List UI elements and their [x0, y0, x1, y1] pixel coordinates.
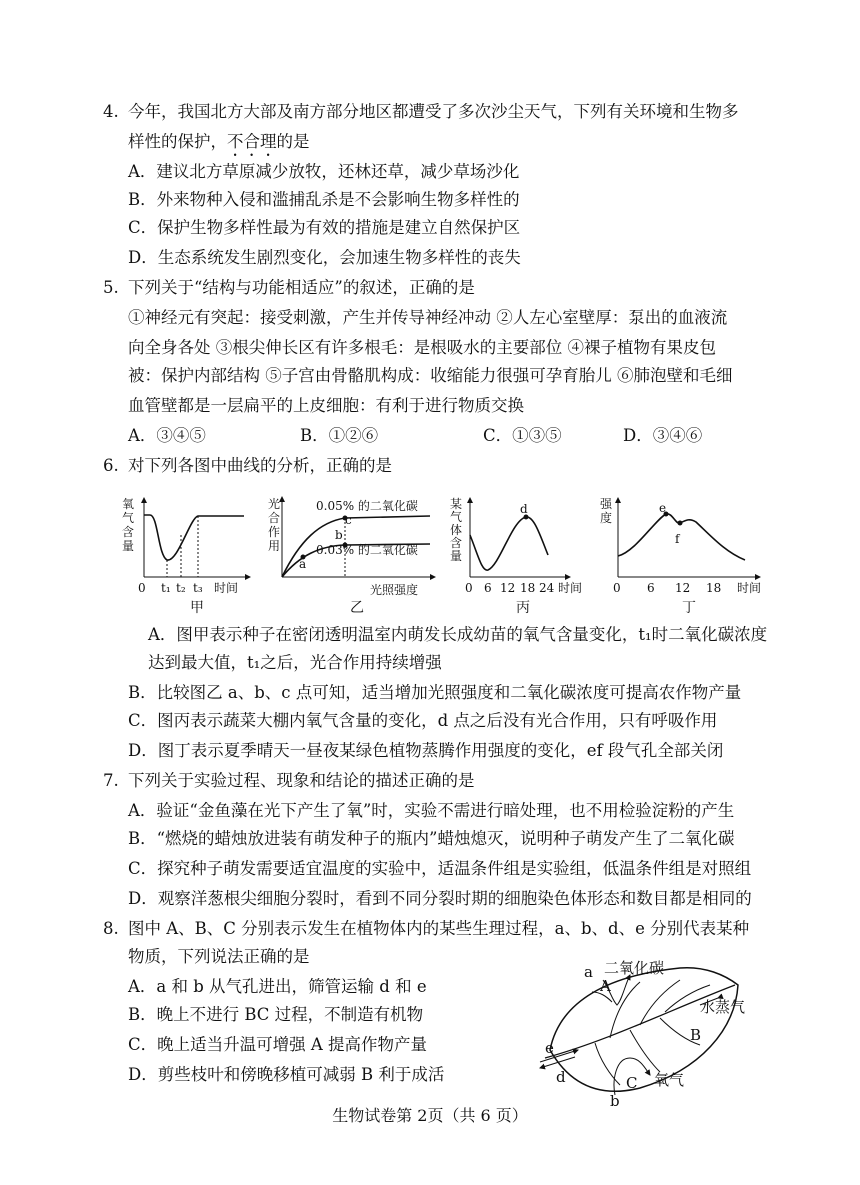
q7-option-a: A．验证“金鱼藻在光下产生了氧”时，实验不需进行暗处理，也不用检验淀粉的产生 — [128, 801, 735, 820]
jia-tick-t2: t₂ — [176, 581, 186, 595]
yi-point-b: b — [335, 528, 343, 542]
leaf-label-b: b — [610, 1092, 620, 1110]
q4-stem-line1: 今年，我国北方大部及南方部分地区都遭受了多次沙尘天气，下列有关环境和生物多 — [128, 102, 739, 121]
svg-text:合: 合 — [268, 511, 281, 525]
bing-curve — [470, 517, 548, 570]
q4-stem-line2: 样性的保护，不合理的是 — [128, 132, 310, 151]
yi-point-c: c — [345, 513, 352, 527]
svg-text:18: 18 — [520, 581, 536, 595]
q4-option-c: C．保护生物多样性最为有效的措施是建立自然保护区 — [128, 218, 521, 237]
yi-xlabel: 光照强度 — [370, 583, 419, 597]
q8-option-b: B．晚上不进行 BC 过程，不制造有机物 — [128, 1005, 424, 1024]
q7-stem: 下列关于实验过程、现象和结论的描述正确的是 — [128, 771, 475, 790]
q5-body-line3: 被：保护内部结构 ⑤子宫由骨骼肌构成：收缩能力很强可孕育胎儿 ⑥肺泡壁和毛细 — [128, 366, 733, 385]
leaf-label-o2: 氧气 — [654, 1071, 685, 1089]
leaf-label-co2: 二氧化碳 — [604, 959, 665, 977]
q5-option-b: B．①②⑥ — [300, 426, 379, 445]
svg-text:含: 含 — [122, 525, 135, 539]
graph-ding — [600, 497, 761, 616]
leaf-label-B: B — [690, 1026, 702, 1044]
svg-text:气: 气 — [450, 510, 463, 524]
svg-text:12: 12 — [675, 581, 691, 595]
svg-text:光: 光 — [268, 497, 281, 511]
jia-tick-t3: t₃ — [193, 581, 203, 595]
q6-stem: 对下列各图中曲线的分析，正确的是 — [128, 456, 392, 475]
q7-option-d: D．观察洋葱根尖细胞分裂时，看到不同分裂时期的细胞染色体形态和数目都是相同的 — [128, 889, 752, 908]
q8-option-a: A．a 和 b 从气孔进出，筛管运输 d 和 e — [128, 977, 427, 996]
ding-point-e: e — [659, 501, 667, 515]
q6-option-b: B．比较图乙 a、b、c 点可知，适当增加光照强度和二氧化碳浓度可提高农作物产量 — [128, 683, 742, 702]
svg-text:氧: 氧 — [122, 497, 135, 511]
q8-option-c: C．晚上适当升温可增强 A 提高作物产量 — [128, 1035, 428, 1054]
svg-text:用: 用 — [268, 539, 281, 553]
svg-text:18: 18 — [706, 581, 722, 595]
svg-text:体: 体 — [450, 523, 463, 537]
svg-text:作: 作 — [268, 525, 281, 539]
q8-option-d: D．剪些枝叶和傍晚移植可减弱 B 利于成活 — [128, 1065, 445, 1084]
bing-ylabel — [450, 497, 462, 563]
q8-number: 8. — [103, 919, 119, 938]
q7-option-c: C．探究种子萌发需要适宜温度的实验中，适温条件组是实验组，低温条件组是对照组 — [128, 859, 752, 878]
q4-option-a: A．建议北方草原减少放牧，还林还草，减少草场沙化 — [128, 162, 520, 181]
q8-stem-line1: 图中 A、B、C 分别表示发生在植物体内的某些生理过程，a、b、d、e 分别代表某种 — [128, 919, 750, 938]
q5-stem: 下列关于“结构与功能相适应”的叙述，正确的是 — [128, 278, 475, 297]
q6-number: 6. — [103, 456, 119, 475]
svg-text:0: 0 — [613, 581, 621, 595]
q5-body-line4: 血管壁都是一层扁平的上皮细胞：有利于进行物质交换 — [128, 396, 524, 415]
q8-leaf-diagram — [540, 959, 745, 1110]
leaf-label-A: A — [600, 977, 611, 995]
svg-text:强: 强 — [600, 497, 613, 511]
ding-ylabel — [600, 497, 613, 525]
graph-jia — [122, 497, 250, 616]
q5-option-a: A．③④⑤ — [128, 426, 206, 445]
svg-text:量: 量 — [122, 539, 135, 553]
q5-body-line1: ①神经元有突起：接受刺激，产生并传导神经冲动 ②人左心室壁厚：泵出的血液流 — [128, 308, 728, 327]
q7-number: 7. — [103, 771, 119, 790]
q5-body-line2: 向全身各处 ③根尖伸长区有许多根毛：是根吸水的主要部位 ④裸子植物有果皮包 — [128, 338, 716, 357]
svg-text:24: 24 — [539, 581, 555, 595]
q7-option-b: B．“燃烧的蜡烛放进装有萌发种子的瓶内”蜡烛熄灭，说明种子萌发产生了二氧化碳 — [128, 829, 735, 848]
jia-tick-0: 0 — [138, 581, 146, 595]
ding-curve — [618, 514, 745, 560]
graph-yi — [268, 496, 435, 616]
ding-point-f: f — [675, 532, 680, 546]
bing-point-d: d — [520, 502, 528, 516]
jia-ylabel — [122, 497, 134, 553]
svg-text:12: 12 — [500, 581, 516, 595]
jia-tick-time: 时间 — [214, 581, 239, 595]
svg-text:0: 0 — [465, 581, 473, 595]
svg-text:某: 某 — [450, 497, 463, 511]
svg-text:含: 含 — [450, 536, 463, 550]
svg-text:时间: 时间 — [558, 581, 583, 595]
svg-text:度: 度 — [600, 511, 613, 525]
emphasis-not-reasonable: 不合理 — [227, 132, 277, 151]
leaf-label-e: e — [545, 1039, 554, 1057]
page-footer: 生物试卷第 2页（共 6 页） — [332, 1106, 528, 1125]
svg-text:6: 6 — [484, 581, 492, 595]
leaf-label-a: a — [584, 963, 593, 981]
yi-label-lower: 0.03% 的二氧化碳 — [316, 543, 418, 557]
q8-stem-line2: 物质，下列说法正确的是 — [128, 947, 310, 966]
graph-bing — [450, 497, 582, 616]
q6-option-d: D．图丁表示夏季晴天一昼夜某绿色植物蒸腾作用强度的变化，ef 段气孔全部关闭 — [128, 741, 724, 760]
jia-tick-t1: t₁ — [161, 581, 171, 595]
yi-ylabel — [268, 496, 280, 553]
yi-point-a: a — [299, 557, 307, 571]
q4-option-b: B．外来物种入侵和滥捕乱杀是不会影响生物多样性的 — [128, 190, 520, 209]
svg-text:时间: 时间 — [737, 581, 762, 595]
svg-text:气: 气 — [122, 511, 135, 525]
q6-option-a-line2: 达到最大值，t₁之后，光合作用持续增强 — [148, 653, 442, 672]
q4-option-d: D．生态系统发生剧烈变化，会加速生物多样性的丧失 — [128, 248, 521, 267]
q5-option-c: C．①③⑤ — [483, 426, 562, 445]
leaf-label-water: 水蒸气 — [700, 998, 746, 1016]
q4-number: 4. — [103, 102, 119, 121]
jia-caption: 甲 — [190, 600, 204, 616]
ding-caption: 丁 — [682, 600, 696, 616]
q5-number: 5. — [103, 278, 119, 297]
leaf-label-d: d — [556, 1068, 566, 1086]
bing-caption: 丙 — [516, 600, 530, 616]
yi-caption: 乙 — [350, 600, 364, 616]
svg-text:6: 6 — [647, 581, 655, 595]
yi-label-upper: 0.05% 的二氧化碳 — [316, 499, 418, 513]
svg-text:量: 量 — [450, 549, 463, 563]
q6-option-a-line1: A．图甲表示种子在密闭透明温室内萌发长成幼苗的氧气含量变化，t₁时二氧化碳浓度 — [148, 625, 768, 644]
q5-option-d: D．③④⑥ — [623, 426, 703, 445]
leaf-label-C: C — [626, 1074, 638, 1092]
q6-option-c: C．图丙表示蔬菜大棚内氧气含量的变化，d 点之后没有光合作用，只有呼吸作用 — [128, 711, 718, 730]
jia-curve — [144, 515, 244, 560]
leaf-outline — [550, 968, 738, 1092]
